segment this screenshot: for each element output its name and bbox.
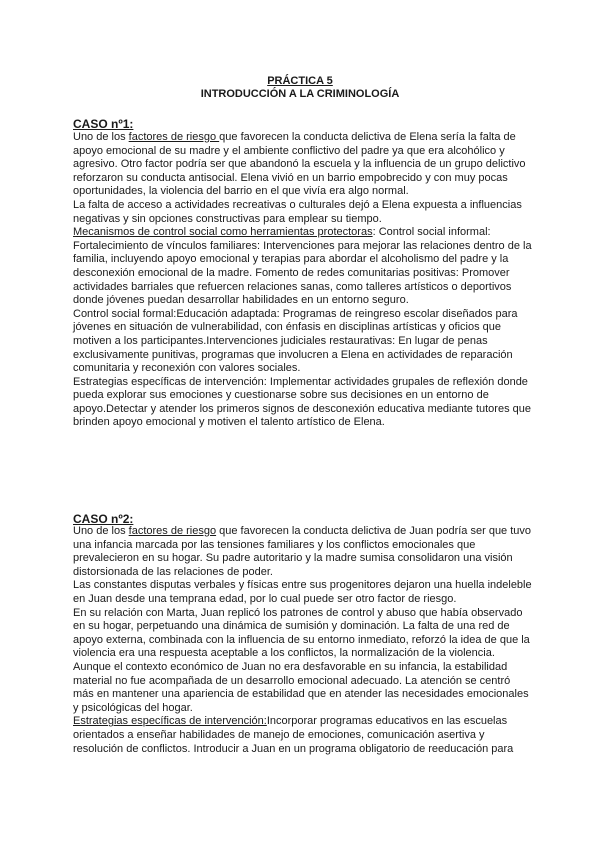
case2-heading: CASO nº2: <box>73 512 134 526</box>
case2-p1-pre: Uno de los <box>73 525 129 537</box>
case1-p3-post: : Control social informal: <box>372 226 491 239</box>
case1-paragraph-1 <box>73 131 533 199</box>
case1-paragraph-6: Estrategias específicas de intervención: Implementar actividades grupales de reflexión donde pueda explorar sus emociones y cuestionarse sobre sus decisiones en un entorno de apoyo.Detectar y atender los primeros signos de desconexión educativa mediante tutores que brinden apoyo emocional y motiven el talento artístico de Elena. <box>73 375 531 429</box>
case1-p1-pre: Uno de los <box>73 131 129 143</box>
case1-p1-post: que favorecen la conducta delictiva de Elena sería la falta de apoyo emocional de su madre y el ambiente conflictivo del padre ya que era alcohólico y agresivo. Otro factor podría ser que abandonó la escuela y la influencia de un grupo delictivo reforzaron su conducta antisocial. Elena vivió en un barrio empobrecido y con muy pocas oportunidades, la violencia del barrio en el que vivía era algo normal. <box>73 131 526 198</box>
document-subtitle: INTRODUCCIÓN A LA CRIMINOLOGÍA <box>200 88 400 100</box>
document-title: PRÁCTICA 5 <box>267 75 333 87</box>
case1-paragraph-2: La falta de acceso a actividades recreativas o culturales dejó a Elena expuesta a influencias negativas y sin opciones constructivas para emplear su tiempo. <box>73 198 522 225</box>
case1-mechanisms-term: Mecanismos de control social como herramientas protectoras <box>73 226 373 239</box>
case2-paragraph-5 <box>73 715 533 756</box>
case1-paragraph-4: Fortalecimiento de vínculos familiares: Intervenciones para mejorar las relaciones dentro de la familia, incluyendo apoyo emocional y terapias para abordar el alcoholismo del padre y la desconexión emocional de la madre. Fomento de redes comunitarias positivas: Promover actividades barriales que refuercen relaciones sanas, como talleres artísticos o deportivos donde jóvenes puedan desarrollar habilidades en un entorno seguro. <box>73 239 532 307</box>
case2-strategies-term: Estrategias específicas de intervención: <box>73 715 267 728</box>
case2-paragraph-1 <box>73 525 533 579</box>
case1-heading: CASO nº1: <box>73 117 134 131</box>
case2-paragraph-3: En su relación con Marta, Juan replicó los patrones de control y abuso que había observado en su hogar, perpetuando una dinámica de sumisión y dominación. La falta de una red de apoyo externa, combinada con la influencia de su entorno inmediato, reforzó la idea de que la violencia era una respuesta aceptable a los conflictos, la normalización de la violencia. <box>73 606 530 660</box>
case1-risk-factors-term: factores de riesgo <box>128 131 220 143</box>
case2-paragraph-4: Aunque el contexto económico de Juan no era desfavorable en su infancia, la estabilidad material no fue acompañada de un desarrollo emocional adecuado. La atención se centró más en mantener una apariencia de estabilidad que en atender las necesidades emocionales y psicológicas del hogar. <box>73 660 529 714</box>
case2-risk-factors-term: factores de riesgo <box>128 525 217 537</box>
case1-paragraph-5: Control social formal:Educación adaptada: Programas de reingreso escolar diseñados para jóvenes en situación de vulnerabilidad, con énfasis en disciplinas artísticas y oficios que motiven a los participantes.Intervenciones judiciales restaurativas: En lugar de penas exclusivamente punitivas, programas que involucren a Elena en actividades de reparación comunitaria y reconexión con valores sociales. <box>73 307 518 375</box>
case2-paragraph-2: Las constantes disputas verbales y físicas entre sus progenitores dejaron una huella indeleble en Juan desde una temprana edad, por lo cual puede ser otro factor de riesgo. <box>73 579 532 605</box>
case1-body <box>73 131 533 430</box>
case2-p5-post: Incorporar programas educativos en las escuelas orientados a enseñar habilidades de manejo de emociones, comunicación asertiva y resolución de conflictos. Introducir a Juan en un programa obligatorio de reeducación para <box>73 715 514 755</box>
case2-p1-post: que favorecen la conducta delictiva de Juan podría ser que tuvo una infancia marcada por las tensiones familiares y los conflictos emocionales que prevalecieron en su hogar. Su padre autoritario y la madre sumisa consolidaron una visión distorsionada de las relaciones de poder. <box>73 525 532 578</box>
case1-paragraph-3 <box>73 226 533 240</box>
case2-body <box>73 525 533 756</box>
